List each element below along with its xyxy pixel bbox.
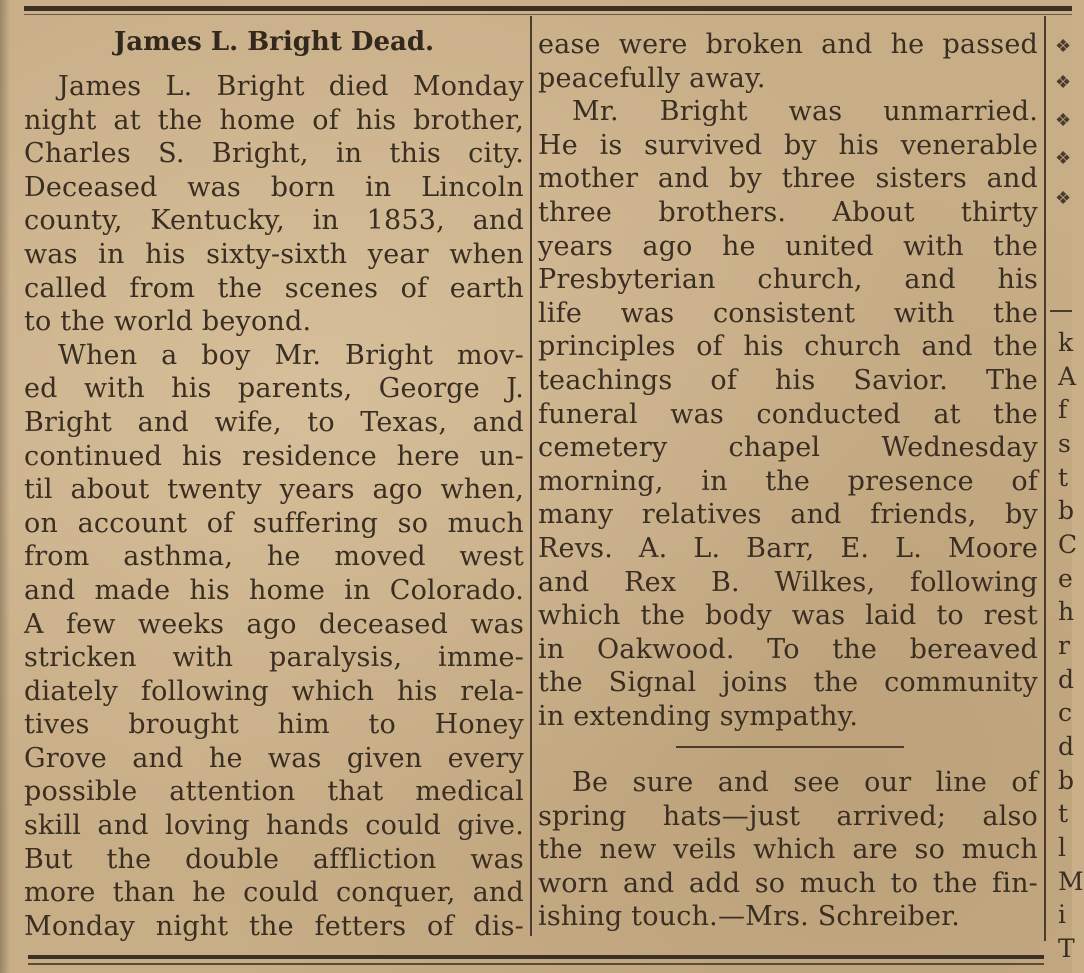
ornament-icon: ❖ [1055,72,1072,93]
text-line: continued his residence here un- [24,440,524,472]
article-column-1 [24,70,524,943]
bottom-rule [28,955,1044,959]
clipped-letter: A [1058,362,1077,391]
text-line: mother and by three sisters and [538,163,1038,195]
text-line: many relatives and friends, by [538,499,1038,531]
column-divider-3 [1050,310,1072,312]
text-line: morning, in the presence of [538,465,1038,497]
clipped-letter: k [1058,328,1074,357]
text-line: the Signal joins the community [538,667,1038,699]
text-line: more than he could conquer, and [24,877,524,909]
text-line: possible attention that medical [24,776,524,808]
text-line: skill and loving hands could give. [24,810,524,842]
text-line: Mr. Bright was unmarried. [572,96,1038,128]
text-line: Deceased was born in Lincoln [24,171,524,203]
section-separator [676,746,904,748]
clipped-letter: c [1058,698,1073,727]
text-line: life was consistent with the [538,297,1038,329]
text-line: from asthma, he moved west [24,541,524,573]
clipped-letter: t [1058,463,1069,492]
ornament-icon: ❖ [1055,36,1072,57]
ornament-icon: ❖ [1055,148,1072,169]
clipped-letter: r [1058,631,1070,660]
text-line: til about twenty years ago when, [24,474,524,506]
clipped-letter: l [1058,833,1066,862]
text-line: diately following which his rela- [24,675,524,707]
clipped-letter: f [1058,395,1068,424]
clipped-letter: C [1058,530,1078,559]
text-line: But the double affliction was [24,843,524,875]
clipped-letter: t [1058,799,1069,828]
text-line: called from the scenes of earth [24,272,524,304]
column-divider-2 [1044,16,1046,941]
text-line: When a boy Mr. Bright mov- [58,339,524,371]
text-line: ease were broken and he passed [538,29,1038,60]
text-line: years ago he united with the [538,230,1038,262]
text-line: stricken with paralysis, imme- [24,642,524,674]
text-line: James L. Bright died Monday [58,71,524,102]
text-line: A few weeks ago deceased was [24,608,524,640]
text-line: worn and add so much to the fin- [538,867,1038,899]
text-line: Bright and wife, to Texas, and [24,406,524,438]
text-line: peacefully away. [538,62,766,94]
text-line: and Rex B. Wilkes, following [538,566,1038,598]
text-line: night at the home of his brother, [24,104,524,136]
text-line: on account of suffering so much [24,507,524,539]
text-line: and made his home in Colorado. [24,574,524,606]
top-rule-thin [24,14,1072,15]
text-line: spring hats—just arrived; also [538,800,1038,832]
text-line: which the body was laid to rest [538,600,1038,632]
text-line: the new veils which are so much [538,834,1038,866]
clipped-letter: M [1058,867,1084,896]
text-line: to the world beyond. [24,306,312,338]
clipped-letter: e [1058,564,1073,593]
text-line: Charles S. Bright, in this city. [24,138,524,170]
text-line: Revs. A. L. Barr, E. L. Moore [538,532,1038,564]
text-line: three brothers. About thirty [538,196,1038,228]
text-line: teachings of his Savior. The [538,364,1038,396]
text-line: in Oakwood. To the bereaved [538,633,1038,665]
ornament-icon: ❖ [1055,110,1072,131]
bottom-rule-thin [28,963,1044,965]
text-line: cemetery chapel Wednesday [538,432,1038,464]
advert-block [538,766,1038,934]
text-line: Presbyterian church, and his [538,264,1038,296]
clipped-letter: b [1058,766,1075,795]
text-line: ishing touch.—Mrs. Schreiber. [538,901,961,933]
text-line: Grove and he was given every [24,742,524,774]
clipped-letter: T [1058,934,1075,963]
headline: James L. Bright Dead. [113,27,435,57]
text-line: He is survived by his venerable [538,129,1038,161]
text-line: Be sure and see our line of [572,767,1038,798]
clipped-letter: h [1058,597,1075,626]
text-line: county, Kentucky, in 1853, and [24,205,524,237]
article-column-2 [538,28,1038,733]
clipped-letter: b [1058,496,1075,525]
text-line: in extending sympathy. [538,700,859,732]
clipped-letter: s [1058,429,1071,458]
ornament-icon: ❖ [1055,188,1072,209]
text-line: funeral was conducted at the [538,398,1038,430]
top-rule [24,6,1072,11]
text-line: tives brought him to Honey [24,709,524,741]
clipped-letter: d [1058,665,1075,694]
text-line: was in his sixty-sixth year when [24,238,524,270]
page-fold-shadow [0,0,10,973]
text-line: ed with his parents, George J. [24,373,524,405]
clipped-letter: d [1058,732,1075,761]
text-line: principles of his church and the [538,331,1038,363]
column-divider-1 [530,16,532,936]
text-line: Monday night the fetters of dis- [24,910,524,942]
clipped-letter: i [1058,900,1066,929]
